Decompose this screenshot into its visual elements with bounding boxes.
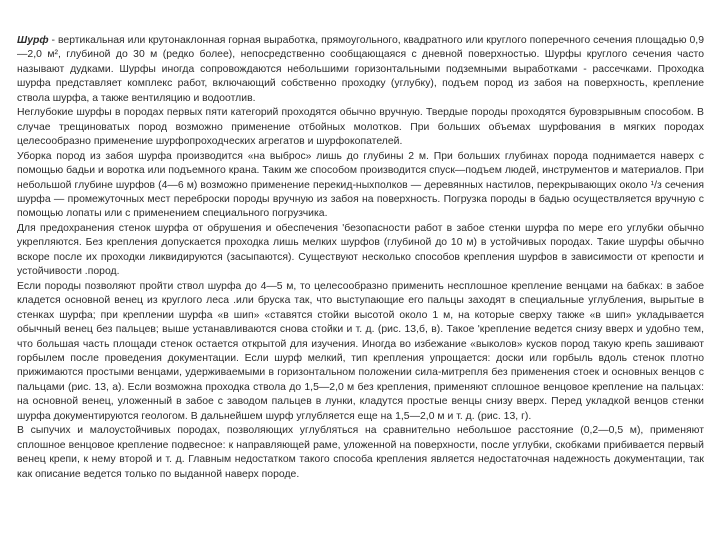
paragraph-rock-removal: Уборка пород из забоя шурфа производится «на выброс» лишь до глубины 2 м. При больших глубинах порода поднимается наверх с помощью бадьи и воротка или подъемного крана. Таким же способом производится спуск—подъем людей, инструментов и материалов. При небольшой глубине шурфов (4—6 м) возможно применение перекид-ныхполков — деревянных настилов, перекрывающих около ¹/з сечения шурфа — промежуточных мест переброски породы вручную из забоя на поверхность. Погрузка породы в бадью осуществляется вручную с помощью лопаты или с применением специального погрузчика.: [17, 150, 704, 220]
term-heading: Шурф: [17, 35, 49, 46]
paragraph-loose-rock: В сыпучих и малоустойчивых породах, позволяющих углубляться на сравнительно небольшое расстояние (0,2—0,5 м), применяют сплошное венцовое крепление подвесное: к направляющей раме, уложенной на поверхности, после углубки, скобками прибивается первый венец крепи, к нему второй и т. д. Главным недостатком такого способа крепления является недостаточная надежность документации, так как описание ведется только по выданной наверх породе.: [17, 425, 704, 480]
paragraph-crown-support: Если породы позволяют пройти ствол шурфа до 4—5 м, то целесообразно применить несплошное крепление венцами на бабках: в забое кладется основной венец из круглого леса .или бруска так, что выступающие его пальцы заходят в специальные углубления, вырытые в стенках шурфа; при креплении шурфа «в шип» «ставятся стойки высотой около 1 м, на которые сверху также «в шип» укладывается обычный венец без пальцев; выше устанавливаются снова стойки и т. д. (рис. 13,б, в). Такое 'крепление ведется снизу вверх и удобно тем, что большая часть площади стенок остается открытой для изучения. Иногда во избежание «выколов» кусков пород такую крепь зашивают горбылем после проведения документации. Если шурф мелкий, тип крепления упрощается: доски или горбыль вдоль стенок плотно прижимаются простыми венцами, удерживаемыми в горизонтальном положении сила-митрепля без применения стоек и основных венцов с пальцами (рис. 13, а). Если возможна проходка ствола до 1,5—2,0 м без крепления, применяют сплошное венцовое крепление на пальцах: на основной венец, уложенный в забое с заводом пальцев в лунки, кладутся простые венцы снизу вверх. Перед укладкой венцов стенки шурфа документируются геологом. В дальнейшем шурф углубляется еще на 1,5—2,0 м и т. д. (рис. 13, г).: [17, 280, 704, 422]
paragraph-definition: [17, 34, 704, 106]
paragraph-wall-protection: Для предохранения стенок шурфа от обрушения и обеспечения 'безопасности работ в забое стенки шурфа по мере его углубки обычно укрепляются. Без крепления допускается проходка лишь мелких шурфов (глубиной до 10 м) в устойчивых породах. Такие шурфы обычно вскоре после их проходки ликвидируются (засыпаются). Существуют несколько способов крепления шурфов в зависимости от крепости и устойчивости .пород.: [17, 222, 704, 278]
paragraph-text: - вертикальная или крутонаклонная горная выработка, прямоугольного, квадратного или круглого поперечного сечения площадью 0,9—2,0 м², глубиной до 30 м (редко более), непосредственно сообщающаяся с дневной поверхностью. Шурфы круглого сечения часто называют дудками. Шурфы иногда сопровождаются небольшими горизонтальными подземными выработками - рассечками. Проходка шурфа представляет комплекс работ, включающий собственно проходку (углубку), подъем пород из забоя на поверхность, крепление ствола шурфа, а также вентиляцию и водоотлив.: [17, 35, 704, 104]
paragraph-shallow-pits: Неглубокие шурфы в породах первых пяти категорий проходятся обычно вручную. Твердые породы проходятся буровзрывным способом. В случае трещиноватых пород возможно применение отбойных молотков. При больших объемах шурфования в мягких породах целесообразно применение шурфопроходческих агрегатов и шурфокопателей.: [17, 107, 704, 148]
